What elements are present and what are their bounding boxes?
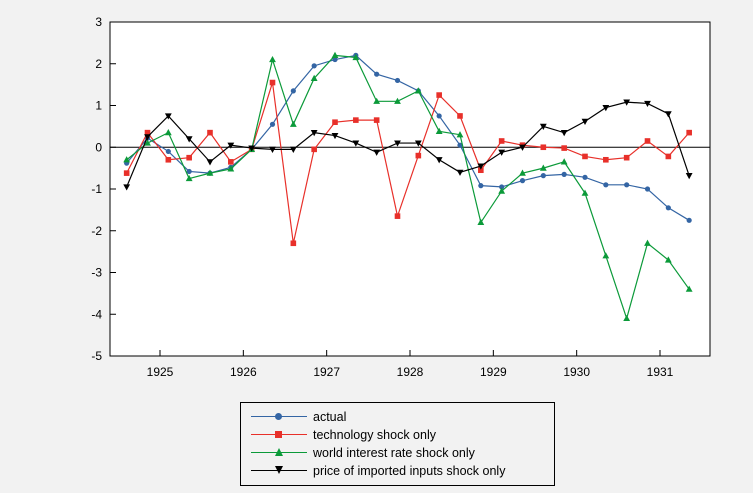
data-point [624, 155, 630, 161]
data-point [166, 157, 172, 163]
y-tick-label: -4 [91, 307, 102, 322]
legend-swatch-world-interest-rate-shock [251, 446, 307, 460]
data-point [541, 144, 547, 150]
data-point [603, 157, 609, 163]
data-point [124, 170, 130, 176]
data-point [207, 130, 213, 136]
data-point [478, 183, 483, 188]
data-point [312, 63, 317, 68]
y-tick-label: -1 [91, 182, 102, 196]
data-point [436, 92, 442, 98]
chart-legend [240, 402, 555, 486]
data-point [437, 113, 442, 118]
data-point [395, 78, 400, 83]
data-point [520, 178, 525, 183]
legend-item-technology-shock [251, 426, 546, 444]
x-tick-label: 1925 [146, 365, 174, 379]
plot-background [110, 22, 710, 356]
legend-item-world-interest-rate-shock [251, 444, 546, 462]
y-tick-label: -3 [91, 265, 102, 280]
x-tick-label: 1931 [646, 365, 674, 379]
data-point [666, 154, 672, 160]
data-point [166, 149, 171, 154]
data-point [624, 182, 629, 187]
data-point [332, 119, 338, 125]
data-point [395, 213, 401, 219]
data-point [582, 154, 588, 160]
y-tick-label: 2 [95, 56, 102, 71]
legend-item-actual [251, 408, 546, 426]
data-point [645, 138, 651, 144]
data-point [666, 205, 671, 210]
data-point [603, 182, 608, 187]
data-point [186, 155, 192, 161]
data-point [291, 88, 296, 93]
data-point [374, 117, 380, 123]
data-point [270, 122, 275, 127]
data-point [353, 117, 359, 123]
legend-swatch-technology-shock [251, 428, 307, 442]
data-point [499, 138, 505, 144]
x-tick-label: 1926 [229, 365, 257, 379]
data-point [645, 186, 650, 191]
data-point [582, 175, 587, 180]
x-tick-label: 1927 [313, 365, 341, 379]
data-point [687, 218, 692, 223]
data-point [457, 113, 463, 119]
data-point [562, 172, 567, 177]
data-point [561, 145, 567, 151]
legend-swatch-imported-inputs-shock [251, 464, 307, 478]
legend-label-technology-shock: technology shock only [313, 428, 436, 442]
data-point [541, 173, 546, 178]
data-point [416, 153, 422, 159]
x-tick-label: 1928 [396, 365, 424, 379]
data-point [686, 130, 692, 136]
legend-swatch-actual [251, 410, 307, 424]
y-tick-label: -2 [91, 223, 102, 238]
y-tick-label: 1 [95, 98, 102, 113]
data-point [311, 147, 317, 153]
data-point [270, 80, 276, 86]
legend-item-imported-inputs-shock [251, 462, 546, 480]
data-point [291, 240, 297, 246]
data-point [228, 159, 234, 165]
legend-label-actual: actual [313, 410, 347, 424]
x-tick-label: 1929 [479, 365, 507, 379]
y-tick-label: 0 [95, 140, 102, 155]
y-tick-label: 3 [95, 15, 102, 29]
x-tick-label: 1930 [563, 365, 591, 379]
legend-label-imported-inputs-shock: price of imported inputs shock only [313, 464, 506, 478]
data-point [374, 72, 379, 77]
legend-label-world-interest-rate-shock: world interest rate shock only [313, 446, 475, 460]
y-tick-label: -5 [91, 349, 102, 363]
